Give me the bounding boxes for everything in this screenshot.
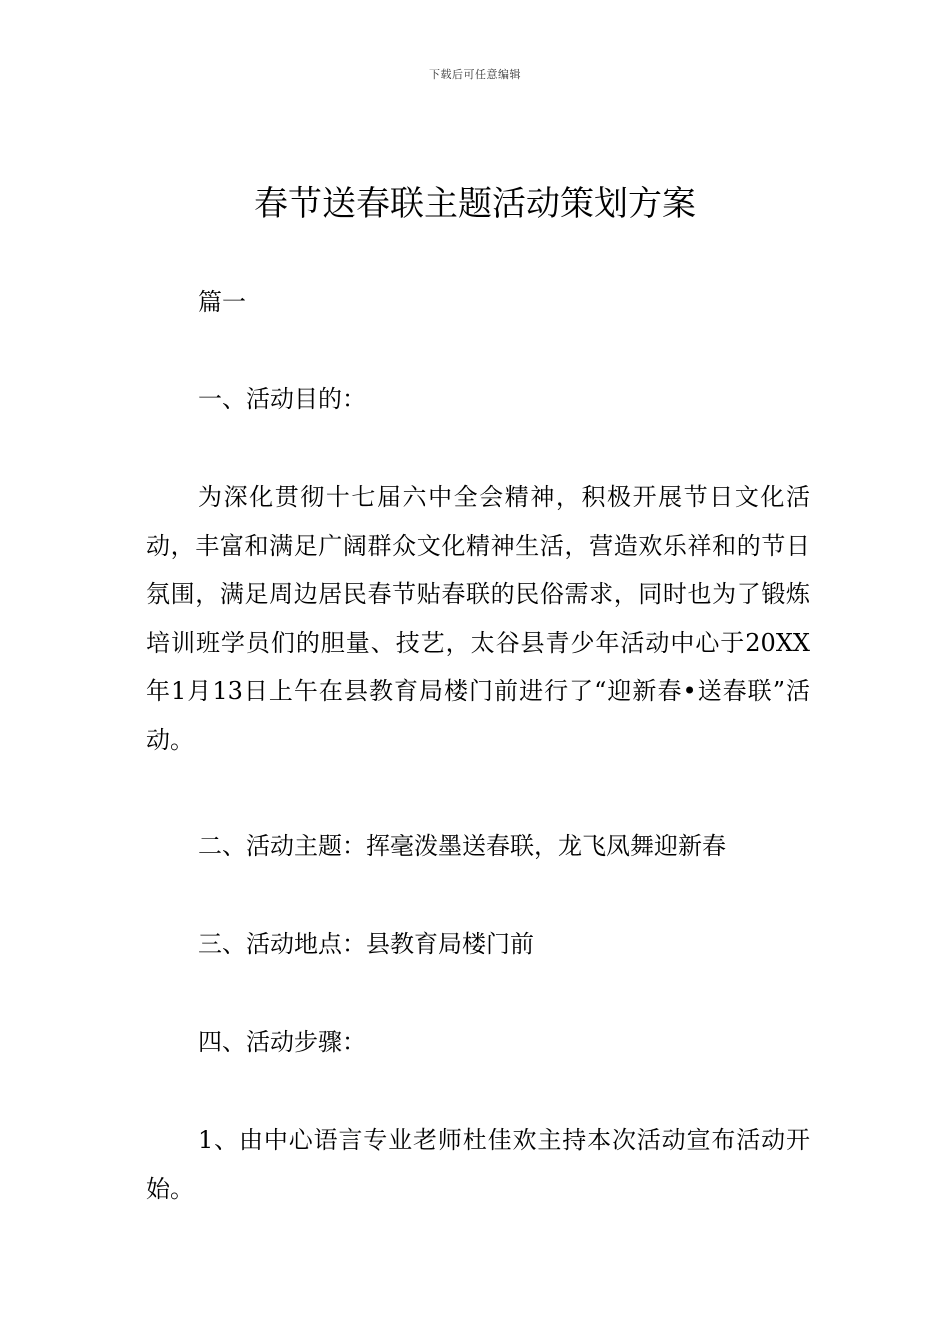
page-header-note: 下载后可任意编辑 [429,68,521,81]
purpose-paragraph: 为深化贯彻十七届六中全会精神，积极开展节日文化活动，丰富和满足广阔群众文化精神生活，营造欢乐祥和的节日氛围，满足周边居民春节贴春联的民俗需求，同时也为了锻炼培训班学员们的胆量、技艺，太谷县青少年活动中心于20XX年1月13日上午在县教育局楼门前进行了“迎新春•送春联”活动。 [146,483,810,754]
document-title: 春节送春联主题活动策划方案 [254,184,696,224]
heading-steps: 四、活动步骤： [198,1028,366,1056]
theme-line: 二、活动主题：挥毫泼墨送春联，龙飞凤舞迎新春 [198,832,726,860]
section-label: 篇一 [198,288,246,316]
heading-purpose: 一、活动目的： [198,385,366,413]
location-line: 三、活动地点：县教育局楼门前 [198,930,534,958]
step-1-paragraph: 1、由中心语言专业老师杜佳欢主持本次活动宣布活动开始。 [146,1126,810,1203]
